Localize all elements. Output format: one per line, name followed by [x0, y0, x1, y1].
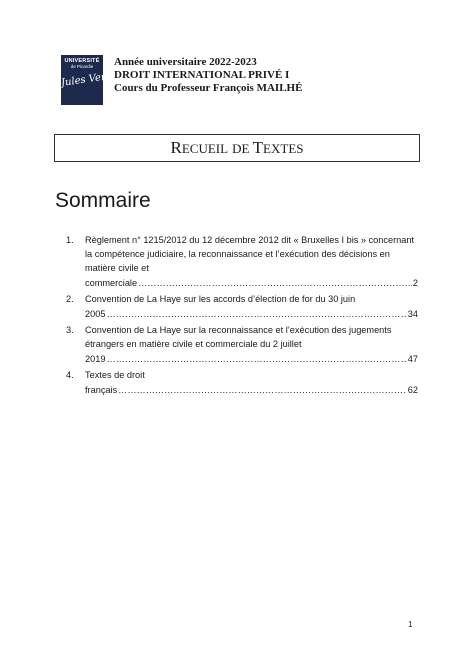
toc-item[interactable]	[66, 368, 418, 396]
toc-page-number: 2	[412, 277, 418, 288]
toc-leader-dots	[106, 307, 406, 321]
university-logo	[60, 55, 119, 105]
toc-leader-dots	[106, 352, 406, 366]
toc-title-end: 2019	[85, 353, 106, 364]
professor-line: Cours du Professeur François MAILHÉ	[114, 82, 303, 94]
document-header	[114, 56, 302, 95]
page-number: 1	[408, 620, 413, 629]
toc-number: 4.	[66, 370, 74, 381]
toc-title-end: 2005	[85, 308, 106, 319]
logo-picardie-text: de Picardie	[70, 64, 94, 69]
toc-item[interactable]	[66, 323, 418, 366]
toc-page-number: 34	[407, 308, 418, 319]
logo-signature: Jules Verne	[60, 70, 119, 89]
toc-number: 3.	[66, 325, 74, 336]
toc-number: 2.	[66, 294, 74, 305]
title-initial-r: R	[170, 138, 182, 157]
table-of-contents	[66, 233, 418, 399]
toc-item[interactable]	[66, 233, 418, 290]
toc-title: Textes de droit	[85, 370, 145, 381]
academic-year: Année universitaire 2022-2023	[114, 56, 257, 68]
toc-item[interactable]	[66, 292, 418, 320]
toc-number: 1.	[66, 235, 74, 245]
title-de: DE	[232, 141, 253, 156]
toc-page-number: 62	[407, 384, 418, 395]
toc-leader-dots	[118, 383, 407, 397]
toc-title: Règlement n° 1215/2012 du 12 décembre 2012 dit « Bruxelles I bis » concernant la compétence judiciaire, la reconnaissance et l’exécution des décisions en matière civile et	[85, 235, 415, 274]
toc-title: Convention de La Haye sur les accords d’élection de for du 30 juin	[85, 294, 356, 305]
toc-page-number: 47	[407, 353, 418, 364]
toc-title-end: français	[85, 384, 118, 395]
sommaire-heading: Sommaire	[55, 189, 151, 212]
toc-title: Convention de La Haye sur la reconnaissance et l’exécution des jugements étrangers en matière civile et commerciale du 2 juillet	[85, 325, 392, 350]
title-extes: EXTES	[263, 141, 304, 156]
toc-leader-dots	[138, 276, 412, 290]
toc-title-end: commerciale	[85, 277, 138, 288]
document-title	[54, 134, 420, 162]
title-initial-t: T	[252, 138, 264, 157]
title-ecueil: ECUEIL	[181, 141, 229, 156]
course-name: DROIT INTERNATIONAL PRIVÉ I	[114, 69, 290, 81]
logo-university-text: UNIVERSITÉ	[64, 58, 100, 64]
